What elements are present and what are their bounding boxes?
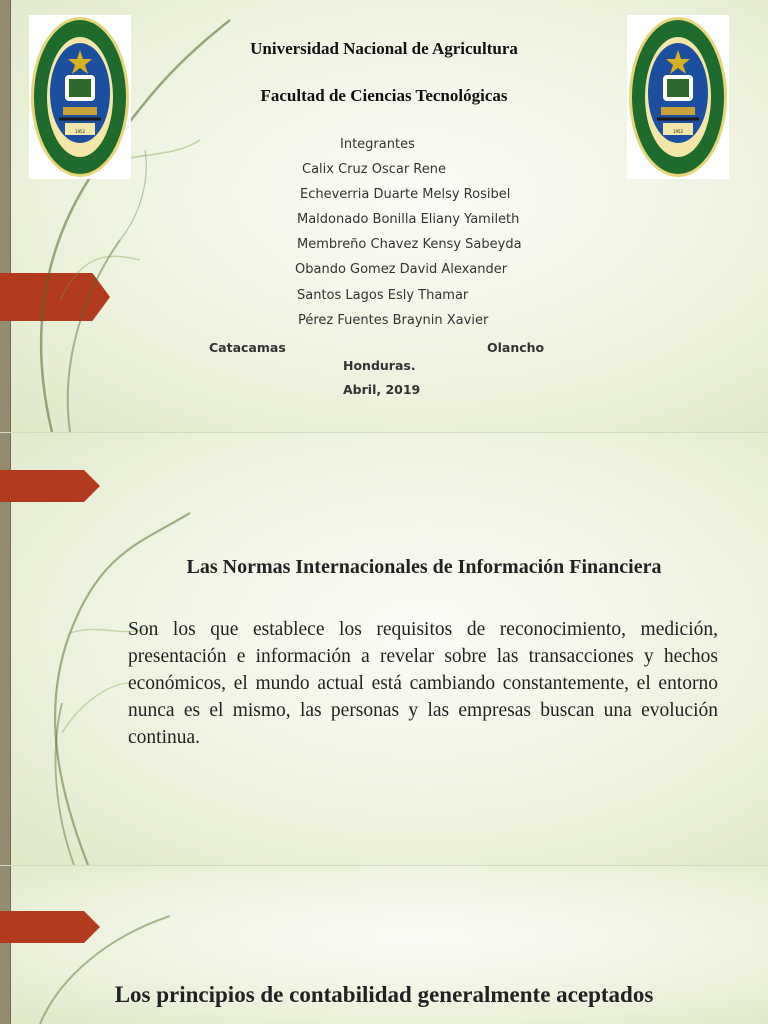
section-heading-nif: Las Normas Internacionales de Información Financiera [186, 556, 662, 578]
member-6: Santos Lagos Esly Thamar [297, 288, 469, 303]
section-paragraph-nif: Son los que establece los requisitos de reconocimiento, medición, presentación e información a revelar sobre las transacciones y hechos económicos, el mundo actual está cambiando constantemente, el entorno nunca es el mismo, las personas y las empresas buscan una evolución continua. [128, 619, 718, 748]
members-label: Integrantes [340, 137, 415, 152]
date: Abril, 2019 [343, 382, 421, 397]
svg-text:1952: 1952 [672, 129, 684, 134]
member-3: Maldonado Bonilla Eliany Yamileth [297, 212, 520, 227]
svg-text:1952: 1952 [74, 129, 86, 134]
university-title: Universidad Nacional de Agricultura [250, 39, 518, 58]
city: Catacamas [209, 340, 286, 355]
section-heading-pcga: Los principios de contabilidad generalmente aceptados [114, 982, 654, 1007]
slide-2 [0, 433, 768, 865]
member-1: Calix Cruz Oscar Rene [302, 162, 446, 177]
member-2: Echeverria Duarte Melsy Rosibel [300, 187, 511, 202]
faculty-title: Facultad de Ciencias Tecnológicas [260, 86, 508, 105]
member-5: Obando Gomez David Alexander [295, 262, 508, 277]
slide-1 [0, 0, 768, 432]
member-4: Membreño Chavez Kensy Sabeyda [297, 237, 522, 252]
slide-3 [0, 866, 768, 1024]
department: Olancho [487, 340, 545, 355]
member-7: Pérez Fuentes Braynin Xavier [298, 313, 489, 328]
country: Honduras. [343, 358, 416, 373]
